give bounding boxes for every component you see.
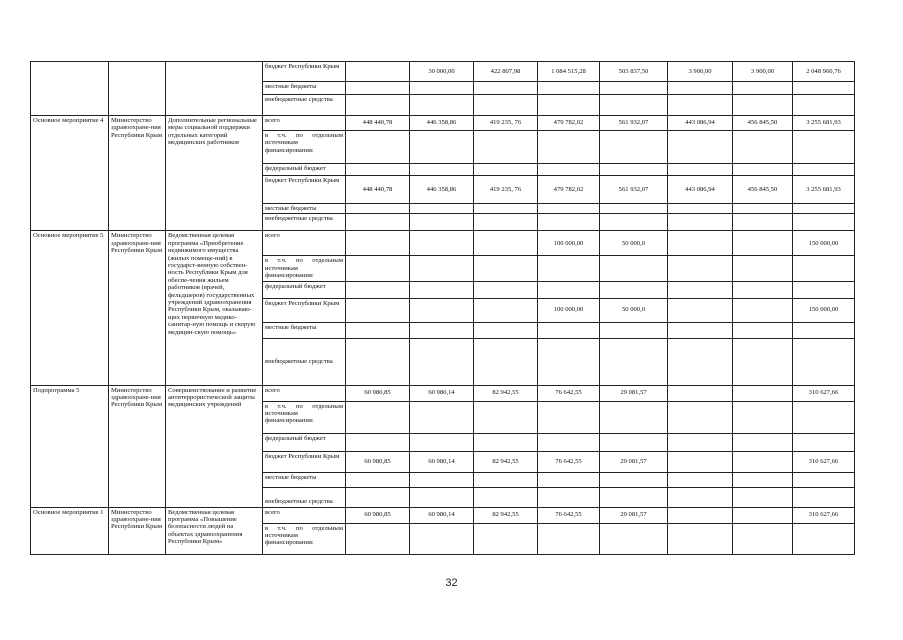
value-cell xyxy=(668,322,733,338)
value-cell xyxy=(538,523,600,554)
value-cell xyxy=(668,401,733,433)
value-cell xyxy=(733,487,793,507)
value-cell xyxy=(793,338,855,385)
value-cell xyxy=(346,95,410,116)
value-cell xyxy=(474,401,538,433)
value-cell: 60 980,14 xyxy=(410,507,474,523)
value-cell: 2 048 960,76 xyxy=(793,62,855,82)
value-cell: 419 235, 76 xyxy=(474,176,538,204)
value-cell xyxy=(538,487,600,507)
value-cell: 29 081,57 xyxy=(600,451,668,472)
executor-cell: Министерство здравоохране-ния Республики Крым xyxy=(109,116,166,231)
value-cell xyxy=(538,82,600,95)
value-cell xyxy=(538,95,600,116)
stage-cell: Основное мероприятие 4 xyxy=(31,116,109,231)
funding-source-cell: бюджет Республики Крым xyxy=(263,451,346,472)
value-cell xyxy=(668,204,733,214)
value-cell: 446 358,86 xyxy=(410,176,474,204)
value-cell xyxy=(346,487,410,507)
value-cell: 100 000,00 xyxy=(538,231,600,256)
value-cell xyxy=(346,62,410,82)
stage-cell: Основное мероприятие 1 xyxy=(31,507,109,554)
value-cell xyxy=(668,523,733,554)
value-cell xyxy=(600,214,668,231)
value-cell xyxy=(793,472,855,487)
value-cell xyxy=(733,385,793,401)
value-cell xyxy=(733,281,793,298)
funding-source-cell: в т.ч. по отдельным источникам финансирования: xyxy=(263,256,346,281)
value-cell: 50 000,0 xyxy=(600,231,668,256)
value-cell: 60 980,14 xyxy=(410,385,474,401)
value-cell xyxy=(346,338,410,385)
value-cell: 82 942,55 xyxy=(474,385,538,401)
value-cell xyxy=(733,433,793,451)
value-cell: 82 942,55 xyxy=(474,507,538,523)
value-cell xyxy=(733,131,793,164)
value-cell xyxy=(474,204,538,214)
value-cell: 3 900,00 xyxy=(733,62,793,82)
value-cell xyxy=(668,433,733,451)
value-cell: 100 000,00 xyxy=(538,298,600,322)
funding-source-cell: в т.ч. по отдельным источникам финансирования: xyxy=(263,523,346,554)
value-cell xyxy=(733,451,793,472)
value-cell xyxy=(733,82,793,95)
value-cell: 448 440,78 xyxy=(346,116,410,131)
executor-cell: Министерство здравоохране-ния Республики Крым xyxy=(109,231,166,385)
value-cell xyxy=(600,523,668,554)
value-cell xyxy=(346,204,410,214)
value-cell xyxy=(538,164,600,176)
value-cell xyxy=(410,433,474,451)
value-cell: 479 782,02 xyxy=(538,116,600,131)
funding-source-cell: в т.ч. по отдельным источникам финансирования: xyxy=(263,401,346,433)
funding-table xyxy=(30,61,855,555)
funding-source-cell: федеральный бюджет xyxy=(263,164,346,176)
value-cell: 82 942,55 xyxy=(474,451,538,472)
funding-source-cell: внебюджетные средства xyxy=(263,95,346,116)
value-cell xyxy=(668,131,733,164)
table-row xyxy=(31,231,855,256)
value-cell xyxy=(733,256,793,281)
program-name-cell: Ведомственная целевая программа «Повышение безопасности людей на объектах здравоохранения Республики Крым» xyxy=(166,507,263,554)
value-cell: 446 358,86 xyxy=(410,116,474,131)
value-cell xyxy=(733,164,793,176)
value-cell xyxy=(668,82,733,95)
funding-source-cell: внебюджетные средства xyxy=(263,214,346,231)
value-cell xyxy=(668,451,733,472)
value-cell xyxy=(474,231,538,256)
value-cell xyxy=(410,256,474,281)
value-cell xyxy=(600,204,668,214)
value-cell: 76 642,55 xyxy=(538,451,600,472)
value-cell: 310 627,66 xyxy=(793,451,855,472)
value-cell xyxy=(538,433,600,451)
value-cell xyxy=(410,472,474,487)
value-cell xyxy=(410,204,474,214)
value-cell: 419 235, 76 xyxy=(474,116,538,131)
value-cell xyxy=(733,298,793,322)
executor-cell: Министерство здравоохране-ния Республики Крым xyxy=(109,385,166,507)
value-cell: 29 081,57 xyxy=(600,385,668,401)
value-cell: 561 932,07 xyxy=(600,176,668,204)
funding-source-cell: бюджет Республики Крым xyxy=(263,298,346,322)
value-cell: 3 255 681,93 xyxy=(793,116,855,131)
value-cell xyxy=(410,281,474,298)
value-cell xyxy=(346,164,410,176)
value-cell: 310 627,66 xyxy=(793,507,855,523)
value-cell xyxy=(668,472,733,487)
value-cell xyxy=(733,214,793,231)
value-cell xyxy=(474,472,538,487)
value-cell xyxy=(600,164,668,176)
value-cell xyxy=(733,95,793,116)
value-cell xyxy=(474,256,538,281)
table-row xyxy=(31,62,855,82)
stage-cell xyxy=(31,62,109,116)
executor-cell xyxy=(109,62,166,116)
value-cell: 561 932,07 xyxy=(600,116,668,131)
value-cell xyxy=(410,523,474,554)
value-cell xyxy=(793,433,855,451)
value-cell xyxy=(346,298,410,322)
value-cell xyxy=(733,472,793,487)
funding-source-cell: бюджет Республики Крым xyxy=(263,62,346,82)
value-cell xyxy=(793,204,855,214)
funding-source-cell: всего xyxy=(263,116,346,131)
value-cell: 443 086,94 xyxy=(668,116,733,131)
value-cell xyxy=(538,281,600,298)
value-cell xyxy=(793,164,855,176)
value-cell: 448 440,78 xyxy=(346,176,410,204)
value-cell xyxy=(538,256,600,281)
value-cell xyxy=(668,507,733,523)
program-name-cell: Совершенствование и развитие антитеррористической защиты медицинских учреждений xyxy=(166,385,263,507)
value-cell xyxy=(600,401,668,433)
value-cell xyxy=(668,385,733,401)
value-cell xyxy=(600,433,668,451)
table-row xyxy=(31,507,855,523)
funding-source-cell: местные бюджеты xyxy=(263,204,346,214)
value-cell xyxy=(410,487,474,507)
value-cell xyxy=(410,401,474,433)
value-cell: 3 255 681,93 xyxy=(793,176,855,204)
value-cell: 60 980,14 xyxy=(410,451,474,472)
value-cell xyxy=(410,131,474,164)
value-cell xyxy=(474,95,538,116)
page-number: 32 xyxy=(445,577,458,589)
value-cell xyxy=(346,82,410,95)
value-cell xyxy=(793,95,855,116)
value-cell: 60 980,85 xyxy=(346,507,410,523)
value-cell xyxy=(793,487,855,507)
value-cell xyxy=(538,322,600,338)
value-cell xyxy=(600,281,668,298)
value-cell xyxy=(793,322,855,338)
value-cell xyxy=(410,231,474,256)
value-cell xyxy=(346,131,410,164)
funding-source-cell: бюджет Республики Крым xyxy=(263,176,346,204)
value-cell: 1 084 515,28 xyxy=(538,62,600,82)
funding-source-cell: внебюджетные средства xyxy=(263,487,346,507)
value-cell xyxy=(600,256,668,281)
value-cell xyxy=(793,214,855,231)
value-cell: 76 642,55 xyxy=(538,385,600,401)
value-cell xyxy=(668,281,733,298)
value-cell xyxy=(474,523,538,554)
value-cell xyxy=(474,281,538,298)
table-row xyxy=(31,385,855,401)
value-cell xyxy=(474,131,538,164)
value-cell xyxy=(668,231,733,256)
value-cell xyxy=(538,401,600,433)
value-cell: 443 086,94 xyxy=(668,176,733,204)
value-cell xyxy=(474,322,538,338)
value-cell xyxy=(410,164,474,176)
value-cell xyxy=(793,281,855,298)
funding-source-cell: внебюджетные средства xyxy=(263,338,346,385)
value-cell xyxy=(346,401,410,433)
value-cell: 310 627,66 xyxy=(793,385,855,401)
value-cell xyxy=(668,338,733,385)
value-cell xyxy=(668,487,733,507)
value-cell: 29 081,57 xyxy=(600,507,668,523)
value-cell xyxy=(474,433,538,451)
value-cell xyxy=(668,298,733,322)
funding-source-cell: всего xyxy=(263,385,346,401)
value-cell xyxy=(346,214,410,231)
value-cell xyxy=(733,338,793,385)
value-cell: 30 000,00 xyxy=(410,62,474,82)
funding-source-cell: всего xyxy=(263,231,346,256)
value-cell xyxy=(346,433,410,451)
value-cell xyxy=(733,322,793,338)
value-cell xyxy=(793,401,855,433)
value-cell xyxy=(346,231,410,256)
value-cell: 150 000,00 xyxy=(793,231,855,256)
value-cell: 3 900,00 xyxy=(668,62,733,82)
value-cell xyxy=(474,82,538,95)
value-cell xyxy=(538,472,600,487)
value-cell xyxy=(733,523,793,554)
program-name-cell: Дополнительные региональные меры социальной поддержки отдельных категорий медицинских работников xyxy=(166,116,263,231)
value-cell: 456 845,50 xyxy=(733,176,793,204)
value-cell xyxy=(600,322,668,338)
executor-cell: Министерство здравоохране-ния Республики Крым xyxy=(109,507,166,554)
funding-source-cell: всего xyxy=(263,507,346,523)
value-cell xyxy=(410,95,474,116)
value-cell xyxy=(600,131,668,164)
value-cell: 503 837,50 xyxy=(600,62,668,82)
value-cell xyxy=(668,95,733,116)
value-cell xyxy=(474,164,538,176)
value-cell xyxy=(733,401,793,433)
funding-source-cell: федеральный бюджет xyxy=(263,281,346,298)
value-cell xyxy=(346,256,410,281)
value-cell xyxy=(410,298,474,322)
value-cell xyxy=(793,523,855,554)
value-cell: 50 000,0 xyxy=(600,298,668,322)
value-cell xyxy=(474,487,538,507)
value-cell xyxy=(538,204,600,214)
stage-cell: Основное мероприятие 5 xyxy=(31,231,109,385)
funding-source-cell: федеральный бюджет xyxy=(263,433,346,451)
value-cell: 456 845,50 xyxy=(733,116,793,131)
value-cell xyxy=(346,523,410,554)
value-cell xyxy=(346,281,410,298)
value-cell xyxy=(410,82,474,95)
value-cell xyxy=(668,256,733,281)
value-cell: 150 000,00 xyxy=(793,298,855,322)
value-cell xyxy=(793,82,855,95)
value-cell xyxy=(410,338,474,385)
value-cell xyxy=(733,507,793,523)
value-cell xyxy=(474,338,538,385)
value-cell xyxy=(410,214,474,231)
value-cell xyxy=(733,204,793,214)
value-cell xyxy=(538,131,600,164)
value-cell xyxy=(793,256,855,281)
value-cell: 76 642,55 xyxy=(538,507,600,523)
value-cell xyxy=(346,472,410,487)
value-cell: 60 980,85 xyxy=(346,451,410,472)
table-row xyxy=(31,116,855,131)
value-cell xyxy=(410,322,474,338)
value-cell xyxy=(668,164,733,176)
value-cell xyxy=(600,472,668,487)
value-cell xyxy=(668,214,733,231)
value-cell: 479 782,02 xyxy=(538,176,600,204)
value-cell xyxy=(733,231,793,256)
stage-cell: Подпрограмма 5 xyxy=(31,385,109,507)
funding-source-cell: в т.ч. по отдельным источникам финансирования: xyxy=(263,131,346,164)
funding-source-cell: местные бюджеты xyxy=(263,322,346,338)
value-cell xyxy=(600,338,668,385)
value-cell xyxy=(538,214,600,231)
value-cell xyxy=(538,338,600,385)
funding-source-cell: местные бюджеты xyxy=(263,82,346,95)
value-cell xyxy=(793,131,855,164)
value-cell: 60 980,85 xyxy=(346,385,410,401)
value-cell xyxy=(346,322,410,338)
value-cell: 422 807,98 xyxy=(474,62,538,82)
value-cell xyxy=(474,214,538,231)
funding-source-cell: местные бюджеты xyxy=(263,472,346,487)
value-cell xyxy=(600,487,668,507)
program-name-cell xyxy=(166,62,263,116)
program-name-cell: Ведомственная целевая программа «Приобретение недвижимого имущества (жилых помеще-ний) в государст-венную собствен-ность Республики Крым для обеспе-чения жильем работников (врачей, фельдшеров) государственных учреждений здравоохранения Республики Крым, оказываю-щих первичную медико-санитар-ную помощь и скорую медицин-скую помощь» xyxy=(166,231,263,385)
value-cell xyxy=(600,82,668,95)
value-cell xyxy=(474,298,538,322)
value-cell xyxy=(600,95,668,116)
